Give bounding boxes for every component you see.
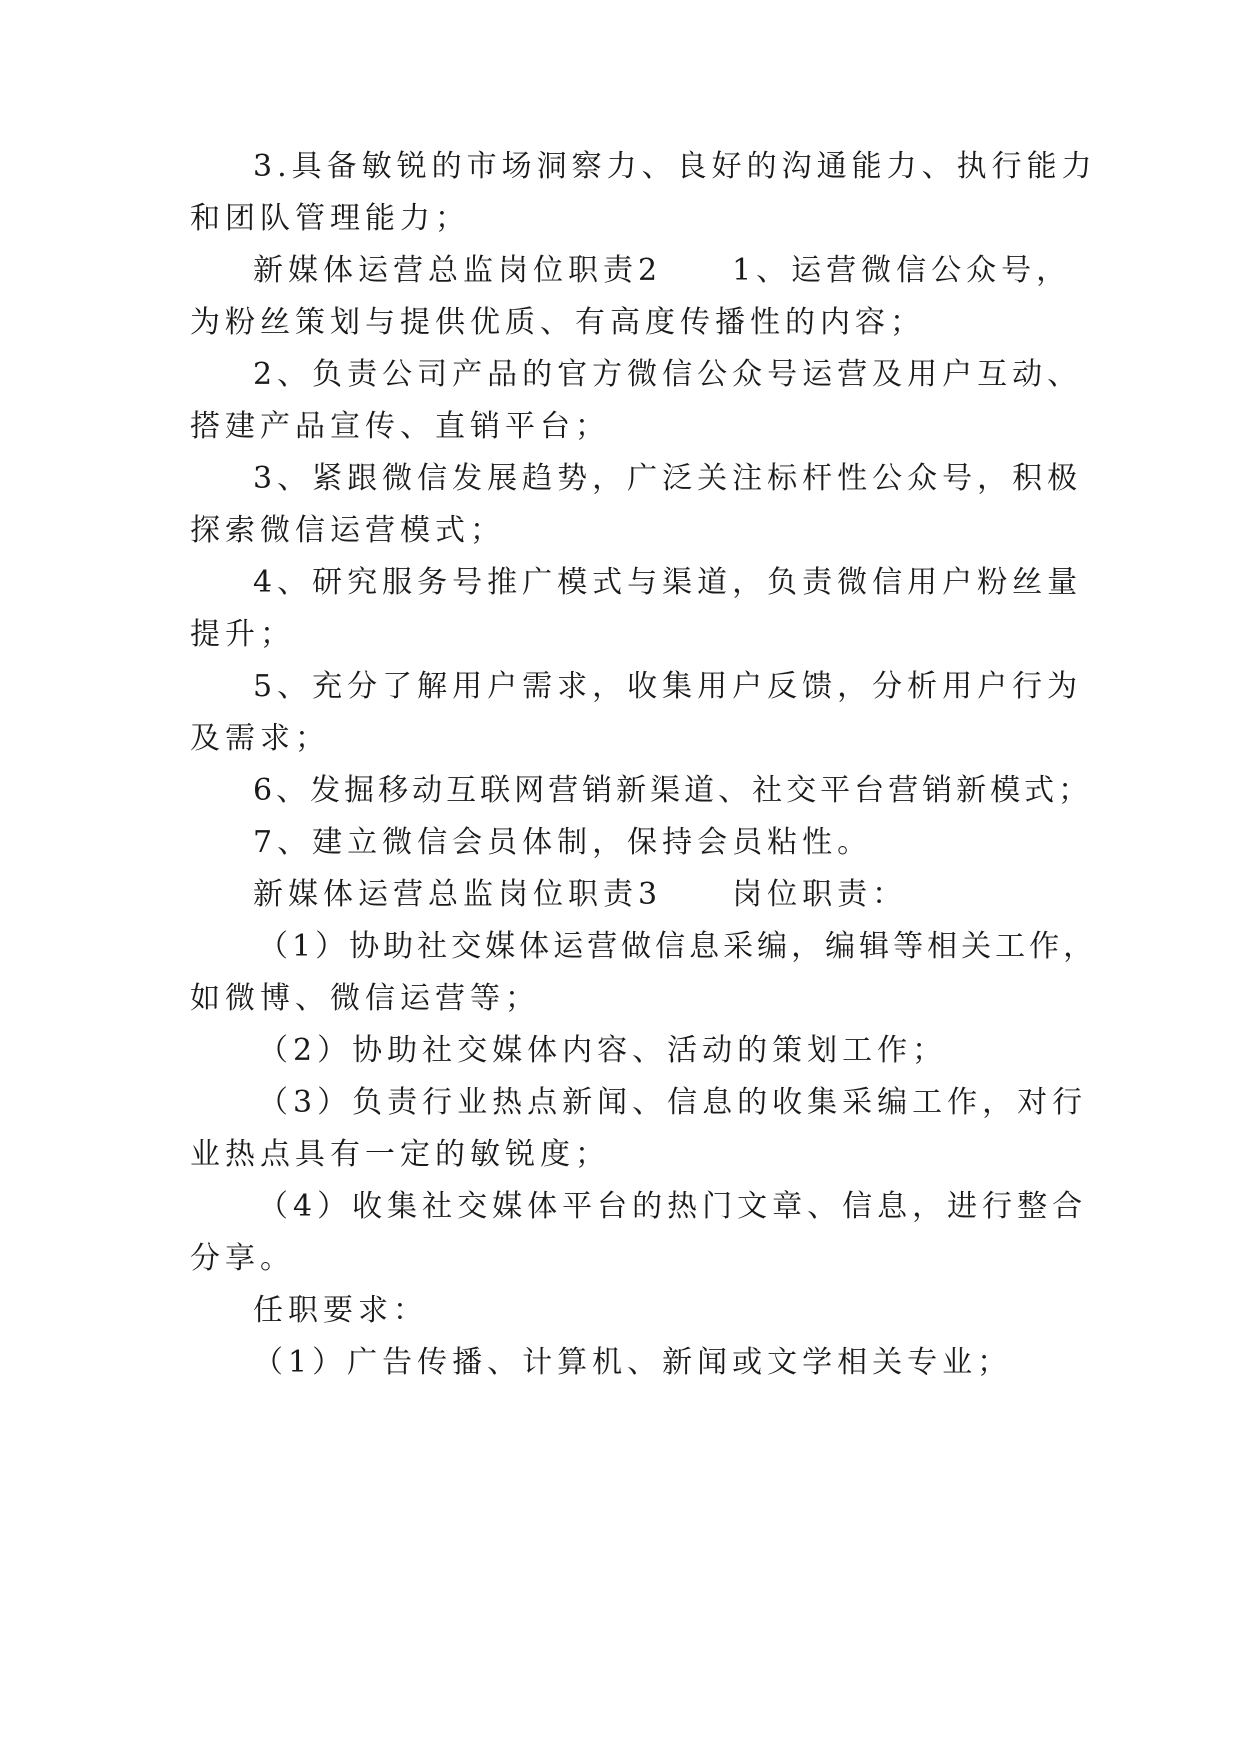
paragraph-line: 5、充分了解用户需求，收集用户反馈，分析用户行为 xyxy=(253,669,1083,704)
section-heading-line xyxy=(253,247,1133,295)
paragraph-line: 搭建产品宣传、直销平台； xyxy=(190,409,610,444)
paragraph-line: （3）负责行业热点新闻、信息的收集采编工作，对行 xyxy=(258,1085,1088,1120)
paragraph-line: （4）收集社交媒体平台的热门文章、信息，进行整合 xyxy=(258,1189,1088,1224)
paragraph-line: 业热点具有一定的敏锐度； xyxy=(190,1137,610,1172)
paragraph-text: 岗位职责： xyxy=(732,877,908,912)
section-title: 新媒体运营总监岗位职责2 xyxy=(253,253,663,288)
paragraph-line: 3、紧跟微信发展趋势，广泛关注标杆性公众号，积极 xyxy=(253,461,1083,496)
paragraph-line: 为粉丝策划与提供优质、有高度传播性的内容； xyxy=(190,305,925,340)
paragraph-line: 及需求； xyxy=(190,721,330,756)
section-title: 新媒体运营总监岗位职责3 xyxy=(253,877,663,912)
paragraph-line: 和团队管理能力； xyxy=(190,201,470,236)
paragraph-text: 1、运营微信公众号， xyxy=(732,253,1072,288)
paragraph-line: 分享。 xyxy=(190,1241,295,1276)
paragraph-line: 如微博、微信运营等； xyxy=(190,981,540,1016)
paragraph-line: 任职要求： xyxy=(253,1293,428,1328)
paragraph-line: 4、研究服务号推广模式与渠道，负责微信用户粉丝量 xyxy=(253,565,1083,600)
paragraph-line: 2、负责公司产品的官方微信公众号运营及用户互动、 xyxy=(253,357,1083,392)
paragraph-line: 6、发掘移动互联网营销新渠道、社交平台营销新模式； xyxy=(253,773,1093,808)
paragraph-line: 3.具备敏锐的市场洞察力、良好的沟通能力、执行能力 xyxy=(253,149,1097,184)
paragraph-line: 7、建立微信会员体制，保持会员粘性。 xyxy=(253,825,873,860)
paragraph-line: 提升； xyxy=(190,617,295,652)
section-heading-line xyxy=(253,871,1133,919)
paragraph-line: （1）广告传播、计算机、新闻或文学相关专业； xyxy=(253,1345,1013,1380)
paragraph-line: （1）协助社交媒体运营做信息采编，编辑等相关工作， xyxy=(258,929,1098,964)
paragraph-line: 探索微信运营模式； xyxy=(190,513,505,548)
paragraph-line: （2）协助社交媒体内容、活动的策划工作； xyxy=(258,1033,948,1068)
